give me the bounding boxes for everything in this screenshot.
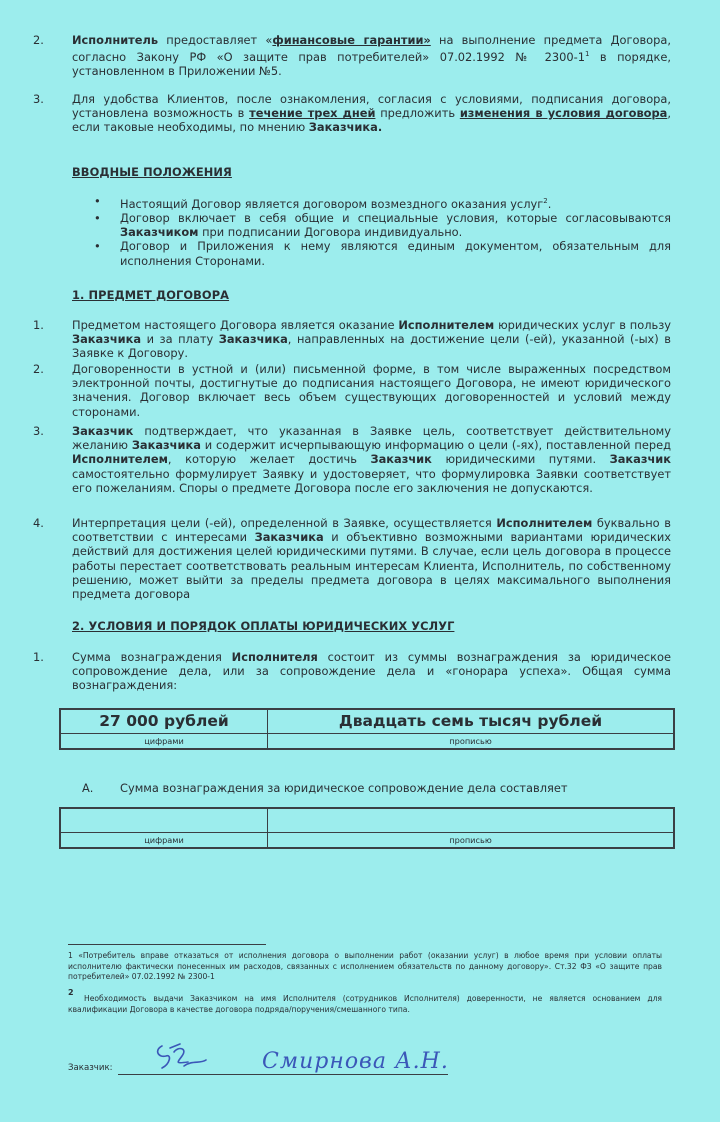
item-number: 4. — [33, 516, 44, 530]
fee-digits: 27 000 рублей — [99, 712, 229, 730]
words-caption: прописью — [449, 736, 492, 746]
fee-words: Двадцать семь тысяч рублей — [338, 712, 603, 730]
list-item: • Договор включает в себя общие и специальные условия, которые согласовываются Заказчиком при подписании Договора индивидуально. — [120, 211, 671, 239]
section-title-intro: ВВОДНЫЕ ПОЛОЖЕНИЯ — [72, 165, 232, 179]
item-number: 3. — [33, 424, 44, 438]
digits-caption: цифрами — [144, 835, 184, 845]
footnote-1: 1 «Потребитель вправе отказаться от исполнения договора о выполнении работ (оказании услуг) в любое время при условии оплаты исполнителю фактически понесенных им расходов, связанных с исполнением обязательств по данному договору». Ст.32 ФЗ «О защите прав потребителей» 07.02.1992 № 2300-1 — [68, 951, 662, 982]
signature-name: Смирнова А.Н. — [262, 1049, 449, 1074]
section2-paragraph-a: Сумма вознаграждения за юридическое сопровождение дела составляет — [120, 781, 568, 795]
item-number: 1. — [33, 318, 44, 332]
words-caption: прописью — [449, 835, 492, 845]
item-number: А. — [82, 781, 94, 795]
footnote-2: Необходимость выдачи Заказчиком на имя Исполнителя (сотрудников Исполнителя) доверенности, не является основанием для квалификации Договора в качестве договора подряда/поручения/смешанного типа. — [68, 994, 662, 1014]
digits-caption: цифрами — [144, 736, 184, 746]
fee-table — [59, 708, 675, 750]
support-fee-table — [59, 807, 675, 849]
section1-paragraph-1: Предметом настоящего Договора является оказание Исполнителем юридических услуг в пользу Заказчика и за плату Заказчика, направленных на достижение цели (-ей), указанной (-ых) в Заявке к Договору. — [72, 318, 672, 361]
item-number: 1. — [33, 650, 44, 664]
list-item: • Настоящий Договор является договором возмездного оказания услуг$^2$. — [120, 194, 671, 211]
section2-paragraph-1: Сумма вознаграждения Исполнителя состоит из суммы вознаграждения за юридическое сопровождение дела, или за сопровождение дела и «гонорара успеха». Общая сумма вознаграждения: — [72, 650, 672, 693]
item-number: 2. — [33, 362, 44, 376]
list-item: • Договор и Приложения к нему являются единым документом, обязательным для исполнения Сторонами. — [120, 239, 671, 267]
section1-paragraph-3: Заказчик подтверждает, что указанная в Заявке цель, соответствует действительному желанию Заказчика и содержит исчерпывающую информацию о цели (-ях), поставленной перед Исполнителем, которую желает достичь Заказчик юридическими путями. Заказчик самостоятельно формулирует Заявку и удостоверяет, что формулировка Заявки соответствует его пожеланиям. Споры о предмете Договора после его заключения не допускаются. — [72, 424, 671, 495]
footnote-divider — [68, 944, 266, 945]
intro-paragraph-2: Исполнитель предоставляет «финансовые гарантии» на выполнение предмета Договора, согласно Закону РФ «О защите прав потребителей» 07.02.1992 № $2300-1^1$ в порядке, установленном в Приложении №5. — [72, 33, 671, 79]
section-title-1: 1. ПРЕДМЕТ ДОГОВОРА — [72, 288, 230, 302]
signature-scribble — [148, 1040, 218, 1076]
section-title-2: 2. УСЛОВИЯ И ПОРЯДОК ОПЛАТЫ ЮРИДИЧЕСКИХ УСЛУГ — [72, 619, 455, 633]
item-number: 3. — [33, 92, 44, 106]
intro-paragraph-3: Для удобства Клиентов, после ознакомления, согласия с условиями, подписания договора, установлена возможность в течение трех дней предложить изменения в условия договора, если таковые необходимы, по мнению Заказчика. — [72, 92, 671, 135]
intro-bullet-list — [120, 194, 671, 268]
section1-paragraph-2: Договоренности в устной и (или) письменной форме, в том числе выраженных посредством электронной почты, достигнутые до подписания настоящего Договора, не имеют юридического значения. Договор включает весь объем существующих договоренностей и условий между сторонами. — [72, 362, 671, 419]
item-number: 2. — [33, 33, 44, 47]
signature-label: Заказчик: — [68, 1063, 113, 1073]
footnote-2-number: 2 — [68, 988, 74, 997]
section1-paragraph-4: Интерпретация цели (-ей), определенной в Заявке, осуществляется Исполнителем буквально в соответствии с интересами Заказчика и объективно возможными вариантами юридических действий для достижения целей юридическими путями. В случае, если цель договора в процессе работы перестает соответствовать реальным интересам Клиента, Исполнитель, по собственному решению, может выйти за пределы предмета договора в целях максимального выполнения предмета договора — [72, 516, 671, 602]
